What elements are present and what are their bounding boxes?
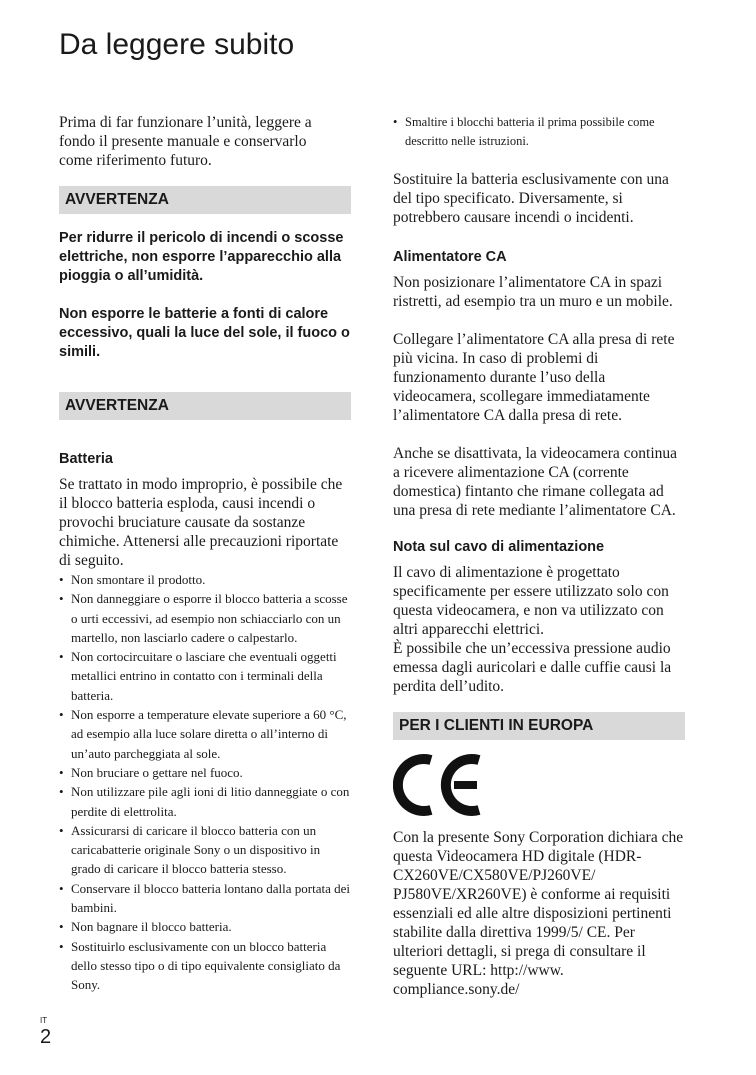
europe-banner bbox=[393, 712, 685, 740]
battery-text: Se trattato in modo improprio, è possibile che il blocco batteria esploda, causi incendi o provochi bruciature causate da sostanze chimiche. Attenersi alle precauzioni riportate di seguito. bbox=[59, 476, 343, 569]
list-item bbox=[59, 917, 351, 936]
power-cord-text-2: È possibile che un’eccessiva pressione audio emessa dagli auricolari e dalle cuffie causi la perdita dell’udito. bbox=[393, 639, 672, 695]
warning-banner-2-label: AVVERTENZA bbox=[65, 397, 169, 414]
warning-banner-2 bbox=[59, 392, 351, 420]
list-item bbox=[59, 570, 351, 589]
bullet-dot: • bbox=[59, 707, 64, 723]
europe-banner-label: PER I CLIENTI IN EUROPA bbox=[399, 716, 594, 734]
battery-bullet-text: Non esporre a temperature elevate superiore a 60 °C, ad esempio alla luce solare diretta o all’interno di un’auto parcheggiata al sole. bbox=[71, 707, 347, 761]
left-column bbox=[59, 113, 351, 995]
bullet-dot: • bbox=[59, 919, 64, 935]
power-cord-heading: Nota sul cavo di alimentazione bbox=[393, 538, 605, 555]
ac-adaptor-heading: Alimentatore CA bbox=[393, 248, 507, 265]
battery-bullet-text: Non cortocircuitare o lasciare che eventuali oggetti metallici entrino in contatto con i terminali della batteria. bbox=[71, 649, 337, 703]
battery-bullet-text: Non danneggiare o esporre il blocco batteria a scosse o urti eccessivi, ad esempio non schiacciarlo con un martello, non lasciarlo cadere o calpestarlo. bbox=[71, 591, 348, 645]
list-item bbox=[59, 782, 351, 821]
bullet-dot: • bbox=[59, 764, 64, 780]
ac-adaptor-text-2: Collegare l’alimentatore CA alla presa di rete più vicina. In caso di problemi di funzionamento durante l’uso della videocamera, scollegare immediatamente l’alimentatore CA dalla presa di rete. bbox=[393, 330, 675, 424]
battery-bullet-text: Non bagnare il blocco batteria. bbox=[71, 919, 232, 935]
battery-bullet-text: Non bruciare o gettare nel fuoco. bbox=[71, 764, 243, 780]
battery-bullet-text: Sostituirlo esclusivamente con un blocco batteria dello stesso tipo o di tipo equivalente consigliato da Sony. bbox=[71, 938, 341, 993]
bullet-dot: • bbox=[59, 880, 64, 896]
battery-bullet-text: Non utilizzare pile agli ioni di litio danneggiate o con perdite di elettrolita. bbox=[71, 784, 350, 819]
battery-bullet-text: Non smontare il prodotto. bbox=[71, 572, 206, 587]
battery-bullet-text: Conservare il blocco batteria lontano dalla portata dei bambini. bbox=[71, 880, 351, 916]
replace-battery-text: Sostituire la batteria esclusivamente con una del tipo specificato. Diversamente, si potrebbero causare incendi o incidenti. bbox=[393, 170, 669, 226]
ce-mark-icon bbox=[393, 750, 485, 820]
right-column bbox=[393, 113, 685, 999]
bullet-dot: • bbox=[59, 572, 64, 587]
warning-banner-1-label: AVVERTENZA bbox=[65, 191, 169, 208]
list-item bbox=[59, 763, 351, 782]
ac-adaptor-text-3: Anche se disattivata, la videocamera continua a ricevere alimentazione CA (corrente domestica) fintanto che rimane collegata ad una presa di rete mediante l’alimentatore CA. bbox=[393, 444, 678, 519]
list-item bbox=[59, 647, 351, 705]
list-item bbox=[59, 879, 351, 918]
intro-text: Prima di far funzionare l’unità, leggere a fondo il presente manuale e conservarlo come riferimento futuro. bbox=[59, 114, 312, 169]
battery-bullet-text: Assicurarsi di caricare il blocco batteria con un caricabatterie originale Sony o un dispositivo in grado di caricare il blocco batteria stesso. bbox=[71, 822, 321, 877]
conformity-declaration: Con la presente Sony Corporation dichiara che questa Videocamera HD digitale (HDR-CX260VE/CX580VE/PJ260VE/ PJ580VE/XR260VE) è conforme ai requisiti essenziali ed alle altre disposizioni pertinenti stabilite dalla direttiva 1999/5/ CE. Per ulteriori dettagli, si prega di consultare il seguente URL: http://www. compliance.sony.de/ bbox=[393, 828, 684, 998]
bullet-dot: • bbox=[59, 784, 64, 800]
warning-moisture-text: Per ridurre il pericolo di incendi o scosse elettriche, non esporre l’apparecchio alla pioggia o all’umidità. bbox=[59, 230, 344, 284]
disposal-bullet-list bbox=[393, 113, 685, 152]
warning-banner-1 bbox=[59, 186, 351, 214]
warning-heat-text: Non esporre le batterie a fonti di calore eccessivo, quali la luce del sole, il fuoco o simili. bbox=[59, 306, 350, 360]
list-item bbox=[59, 589, 351, 647]
battery-bullet-list bbox=[59, 570, 351, 995]
battery-heading: Batteria bbox=[59, 451, 113, 467]
bullet-dot: • bbox=[59, 938, 64, 954]
page-number: 2 bbox=[40, 1026, 52, 1048]
power-cord-text-1: Il cavo di alimentazione è progettato specificamente per essere utilizzato solo con questa videocamera, e non va utilizzato con altri apparecchi elettrici. bbox=[393, 563, 669, 638]
bullet-dot: • bbox=[59, 822, 64, 838]
language-code: IT bbox=[40, 1016, 48, 1025]
list-item bbox=[59, 705, 351, 763]
bullet-dot: • bbox=[59, 649, 64, 665]
page-number-block bbox=[40, 1016, 51, 1048]
list-item bbox=[59, 937, 351, 995]
list-item: • Smaltire i blocchi batteria il prima possibile come descritto nelle istruzioni. bbox=[393, 115, 655, 149]
disposal-bullet-text: Smaltire i blocchi batteria il prima possibile come descritto nelle istruzioni. bbox=[405, 115, 655, 149]
ac-adaptor-text-1: Non posizionare l’alimentatore CA in spazi ristretti, ad esempio tra un muro e un mobile. bbox=[393, 273, 673, 310]
bullet-dot: • bbox=[59, 591, 64, 607]
list-item bbox=[59, 821, 351, 879]
page-title: Da leggere subito bbox=[59, 28, 295, 61]
